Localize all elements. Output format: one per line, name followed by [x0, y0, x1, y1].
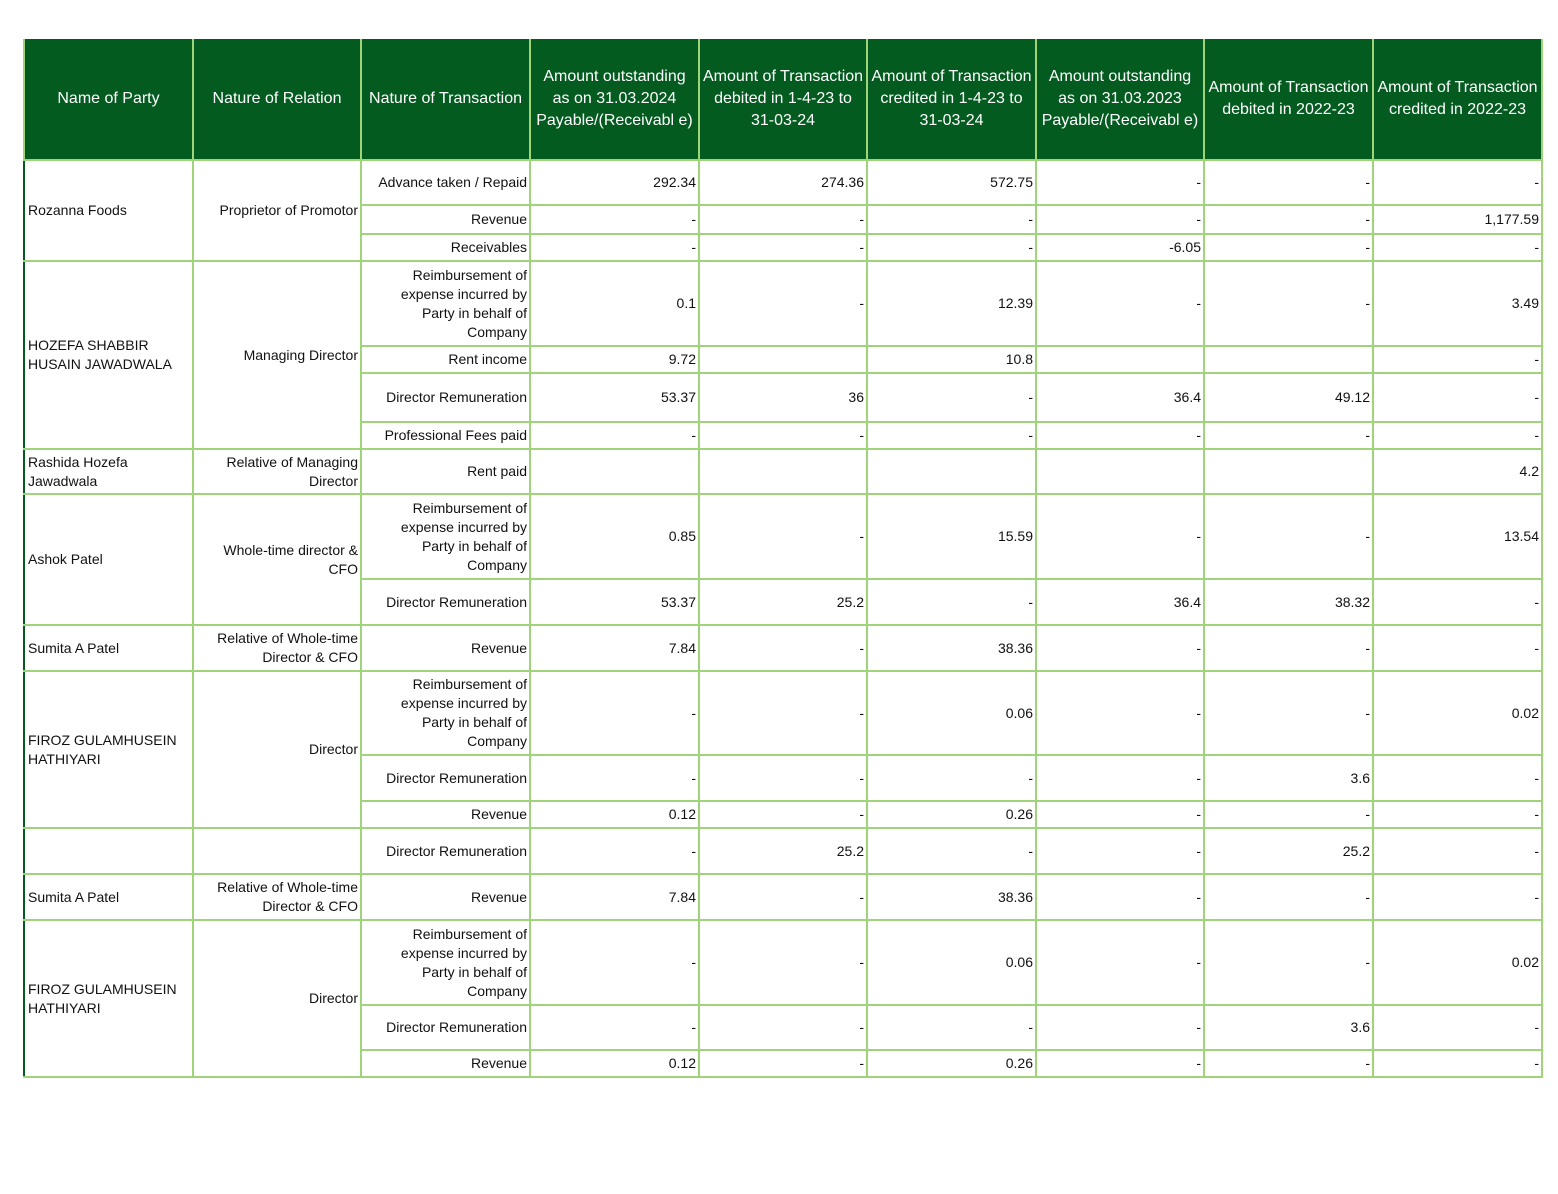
- transaction-nature-cell: Reimbursement of expense incurred by Party in behalf of Company: [361, 920, 530, 1005]
- amount-cell: 36.4: [1036, 373, 1204, 422]
- amount-cell: 36.4: [1036, 579, 1204, 625]
- amount-cell: -: [867, 828, 1036, 874]
- amount-cell: -: [530, 205, 699, 234]
- amount-cell: -: [699, 494, 867, 579]
- amount-cell: -: [1036, 625, 1204, 671]
- amount-cell: 38.36: [867, 874, 1036, 920]
- amount-cell: -: [1204, 494, 1373, 579]
- amount-cell: -: [1036, 205, 1204, 234]
- amount-cell: 4.2: [1373, 449, 1542, 494]
- related-party-table: [23, 39, 1543, 1078]
- amount-cell: -: [1373, 346, 1542, 373]
- amount-cell: -: [1204, 920, 1373, 1005]
- relation-cell: Proprietor of Promotor: [193, 160, 361, 261]
- amount-cell: [699, 346, 867, 373]
- amount-cell: 49.12: [1204, 373, 1373, 422]
- amount-cell: -: [699, 1050, 867, 1077]
- amount-cell: -: [699, 801, 867, 828]
- amount-cell: -: [1373, 874, 1542, 920]
- transaction-nature-cell: Revenue: [361, 874, 530, 920]
- amount-cell: 10.8: [867, 346, 1036, 373]
- column-header-outstanding-2023: Amount outstanding as on 31.03.2023 Payable/(Receivabl e): [1036, 39, 1204, 160]
- amount-cell: 1,177.59: [1373, 205, 1542, 234]
- transaction-nature-cell: Revenue: [361, 205, 530, 234]
- amount-cell: -: [1036, 160, 1204, 205]
- amount-cell: -: [1036, 261, 1204, 346]
- amount-cell: -: [1036, 422, 1204, 449]
- amount-cell: -: [867, 579, 1036, 625]
- party-name-cell: Sumita A Patel: [24, 874, 193, 920]
- transaction-nature-cell: Professional Fees paid: [361, 422, 530, 449]
- amount-cell: -: [1373, 828, 1542, 874]
- transaction-nature-cell: Director Remuneration: [361, 828, 530, 874]
- amount-cell: 274.36: [699, 160, 867, 205]
- amount-cell: -: [1036, 755, 1204, 801]
- amount-cell: -: [1373, 160, 1542, 205]
- amount-cell: -: [1373, 373, 1542, 422]
- amount-cell: -: [1373, 801, 1542, 828]
- transaction-nature-cell: Rent paid: [361, 449, 530, 494]
- table-row: [24, 494, 1542, 579]
- column-header-debited-2022-23: Amount of Transaction debited in 2022-23: [1204, 39, 1373, 160]
- column-header-nature-of-transaction: Nature of Transaction: [361, 39, 530, 160]
- amount-cell: -: [1036, 920, 1204, 1005]
- transaction-nature-cell: Director Remuneration: [361, 373, 530, 422]
- table-body: [24, 160, 1542, 1077]
- amount-cell: -: [699, 1005, 867, 1050]
- relation-cell: Managing Director: [193, 261, 361, 449]
- amount-cell: -: [1036, 874, 1204, 920]
- amount-cell: 0.26: [867, 1050, 1036, 1077]
- amount-cell: -: [1036, 801, 1204, 828]
- party-name-cell: FIROZ GULAMHUSEIN HATHIYARI: [24, 671, 193, 828]
- amount-cell: -: [1204, 671, 1373, 755]
- amount-cell: -: [1204, 1050, 1373, 1077]
- amount-cell: -: [1036, 828, 1204, 874]
- transaction-nature-cell: Director Remuneration: [361, 1005, 530, 1050]
- amount-cell: -: [867, 755, 1036, 801]
- amount-cell: -: [1204, 801, 1373, 828]
- amount-cell: -: [530, 234, 699, 261]
- table-row: [24, 261, 1542, 346]
- amount-cell: [699, 449, 867, 494]
- amount-cell: 0.26: [867, 801, 1036, 828]
- table-row: [24, 160, 1542, 205]
- transaction-nature-cell: Director Remuneration: [361, 755, 530, 801]
- amount-cell: [530, 449, 699, 494]
- transaction-nature-cell: Advance taken / Repaid: [361, 160, 530, 205]
- amount-cell: -: [699, 261, 867, 346]
- transaction-nature-cell: Revenue: [361, 801, 530, 828]
- relation-cell: [193, 828, 361, 874]
- transaction-nature-cell: Reimbursement of expense incurred by Party in behalf of Company: [361, 494, 530, 579]
- table-row: [24, 828, 1542, 874]
- amount-cell: -: [699, 671, 867, 755]
- amount-cell: 25.2: [1204, 828, 1373, 874]
- amount-cell: 15.59: [867, 494, 1036, 579]
- amount-cell: -: [699, 755, 867, 801]
- amount-cell: -: [1373, 755, 1542, 801]
- amount-cell: 53.37: [530, 579, 699, 625]
- transaction-nature-cell: Receivables: [361, 234, 530, 261]
- amount-cell: 25.2: [699, 828, 867, 874]
- amount-cell: -: [1373, 625, 1542, 671]
- amount-cell: 25.2: [699, 579, 867, 625]
- amount-cell: 3.6: [1204, 755, 1373, 801]
- amount-cell: 53.37: [530, 373, 699, 422]
- header-row: [24, 39, 1542, 160]
- amount-cell: 0.1: [530, 261, 699, 346]
- party-name-cell: FIROZ GULAMHUSEIN HATHIYARI: [24, 920, 193, 1077]
- column-header-debited-2023-24: Amount of Transaction debited in 1-4-23 to 31-03-24: [699, 39, 867, 160]
- amount-cell: -: [1204, 874, 1373, 920]
- transaction-nature-cell: Revenue: [361, 625, 530, 671]
- amount-cell: -6.05: [1036, 234, 1204, 261]
- amount-cell: 38.36: [867, 625, 1036, 671]
- amount-cell: -: [699, 920, 867, 1005]
- relation-cell: Relative of Managing Director: [193, 449, 361, 494]
- amount-cell: 7.84: [530, 874, 699, 920]
- amount-cell: -: [699, 205, 867, 234]
- amount-cell: -: [867, 373, 1036, 422]
- amount-cell: 3.6: [1204, 1005, 1373, 1050]
- relation-cell: Relative of Whole-time Director & CFO: [193, 625, 361, 671]
- amount-cell: 36: [699, 373, 867, 422]
- table-header: [24, 39, 1542, 160]
- party-name-cell: Rashida Hozefa Jawadwala: [24, 449, 193, 494]
- amount-cell: [1036, 449, 1204, 494]
- amount-cell: -: [867, 1005, 1036, 1050]
- amount-cell: -: [867, 422, 1036, 449]
- amount-cell: -: [1204, 422, 1373, 449]
- transaction-nature-cell: Revenue: [361, 1050, 530, 1077]
- amount-cell: 0.02: [1373, 920, 1542, 1005]
- amount-cell: -: [699, 422, 867, 449]
- amount-cell: -: [530, 828, 699, 874]
- amount-cell: 572.75: [867, 160, 1036, 205]
- amount-cell: -: [1204, 205, 1373, 234]
- amount-cell: -: [530, 755, 699, 801]
- amount-cell: -: [1036, 1050, 1204, 1077]
- column-header-outstanding-2024: Amount outstanding as on 31.03.2024 Payable/(Receivabl e): [530, 39, 699, 160]
- party-name-cell: HOZEFA SHABBIR HUSAIN JAWADWALA: [24, 261, 193, 449]
- amount-cell: 0.85: [530, 494, 699, 579]
- amount-cell: -: [1036, 671, 1204, 755]
- amount-cell: -: [867, 205, 1036, 234]
- amount-cell: 7.84: [530, 625, 699, 671]
- amount-cell: 0.06: [867, 671, 1036, 755]
- amount-cell: [1204, 346, 1373, 373]
- amount-cell: -: [699, 874, 867, 920]
- amount-cell: 12.39: [867, 261, 1036, 346]
- amount-cell: -: [867, 234, 1036, 261]
- relation-cell: Director: [193, 920, 361, 1077]
- amount-cell: 0.12: [530, 1050, 699, 1077]
- table-row: [24, 449, 1542, 494]
- amount-cell: 0.02: [1373, 671, 1542, 755]
- amount-cell: 292.34: [530, 160, 699, 205]
- amount-cell: -: [699, 625, 867, 671]
- column-header-credited-2022-23: Amount of Transaction credited in 2022-23: [1373, 39, 1542, 160]
- amount-cell: -: [530, 920, 699, 1005]
- transaction-nature-cell: Reimbursement of expense incurred by Party in behalf of Company: [361, 261, 530, 346]
- transaction-nature-cell: Director Remuneration: [361, 579, 530, 625]
- amount-cell: -: [1204, 261, 1373, 346]
- amount-cell: 3.49: [1373, 261, 1542, 346]
- relation-cell: Whole-time director & CFO: [193, 494, 361, 625]
- table-row: [24, 874, 1542, 920]
- amount-cell: -: [1036, 1005, 1204, 1050]
- amount-cell: -: [1036, 494, 1204, 579]
- table-row: [24, 920, 1542, 1005]
- transaction-nature-cell: Rent income: [361, 346, 530, 373]
- amount-cell: -: [699, 234, 867, 261]
- amount-cell: -: [1204, 625, 1373, 671]
- amount-cell: -: [1373, 579, 1542, 625]
- amount-cell: -: [1373, 1050, 1542, 1077]
- amount-cell: -: [530, 1005, 699, 1050]
- column-header-credited-2023-24: Amount of Transaction credited in 1-4-23 to 31-03-24: [867, 39, 1036, 160]
- amount-cell: 0.06: [867, 920, 1036, 1005]
- amount-cell: -: [530, 671, 699, 755]
- amount-cell: -: [1373, 422, 1542, 449]
- amount-cell: -: [1204, 234, 1373, 261]
- table-row: [24, 671, 1542, 755]
- amount-cell: -: [1204, 160, 1373, 205]
- party-name-cell: [24, 828, 193, 874]
- amount-cell: 0.12: [530, 801, 699, 828]
- relation-cell: Director: [193, 671, 361, 828]
- column-header-nature-of-relation: Nature of Relation: [193, 39, 361, 160]
- amount-cell: [1036, 346, 1204, 373]
- amount-cell: -: [530, 422, 699, 449]
- party-name-cell: Rozanna Foods: [24, 160, 193, 261]
- party-name-cell: Ashok Patel: [24, 494, 193, 625]
- amount-cell: -: [1373, 1005, 1542, 1050]
- relation-cell: Relative of Whole-time Director & CFO: [193, 874, 361, 920]
- table-row: [24, 625, 1542, 671]
- amount-cell: 13.54: [1373, 494, 1542, 579]
- transaction-nature-cell: Reimbursement of expense incurred by Party in behalf of Company: [361, 671, 530, 755]
- amount-cell: [1204, 449, 1373, 494]
- amount-cell: [867, 449, 1036, 494]
- column-header-name-of-party: Name of Party: [24, 39, 193, 160]
- party-name-cell: Sumita A Patel: [24, 625, 193, 671]
- amount-cell: 9.72: [530, 346, 699, 373]
- amount-cell: 38.32: [1204, 579, 1373, 625]
- amount-cell: -: [1373, 234, 1542, 261]
